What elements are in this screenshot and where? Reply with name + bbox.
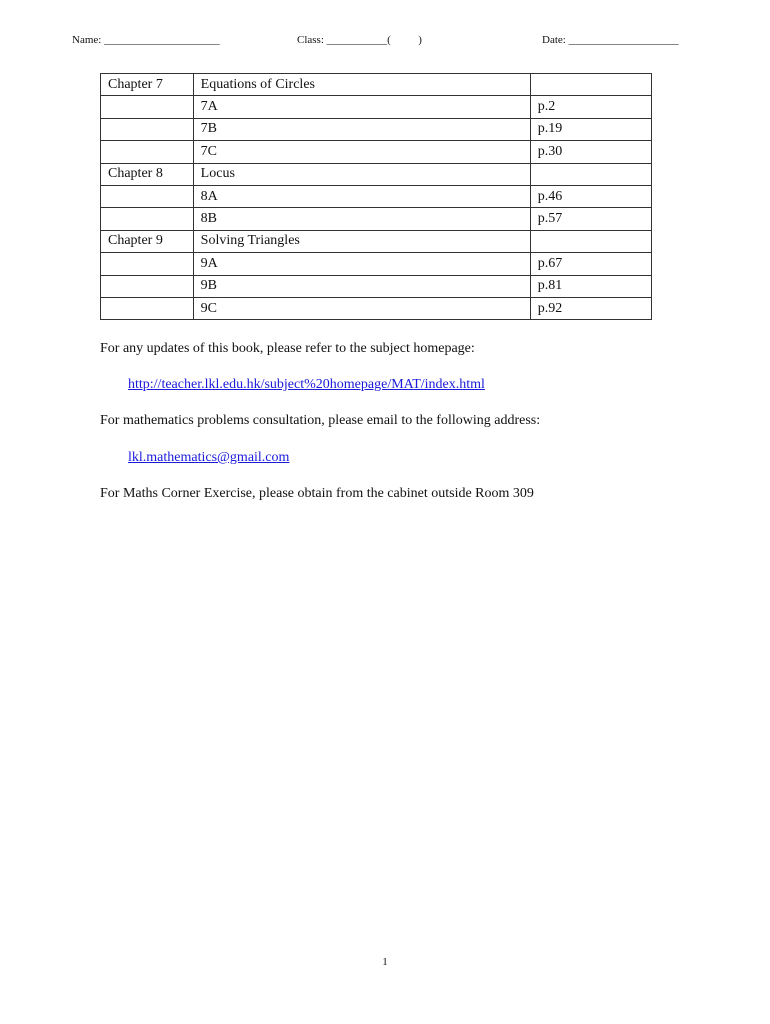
updates-note: For any updates of this book, please refer to the subject homepage: (100, 341, 475, 356)
topic-cell: 7C (193, 141, 530, 163)
table-row (101, 74, 652, 96)
page-cell (530, 74, 651, 96)
topic-cell: 8B (193, 208, 530, 230)
topic-cell: 9A (193, 253, 530, 275)
topic-cell: 7B (193, 118, 530, 140)
table-row (101, 118, 652, 140)
topic-cell: 9C (193, 297, 530, 319)
date-field-label: Date: ____________________ (542, 34, 679, 46)
table-row (101, 96, 652, 118)
subject-homepage-link[interactable]: http://teacher.lkl.edu.hk/subject%20homepage/MAT/index.html (128, 377, 485, 392)
page-cell (530, 230, 651, 252)
class-field-label: Class: ___________( ) (297, 34, 422, 46)
chapter-cell: Chapter 9 (101, 230, 194, 252)
page-header (0, 34, 770, 50)
page-cell (530, 163, 651, 185)
page-cell: p.30 (530, 141, 651, 163)
email-link[interactable]: lkl.mathematics@gmail.com (128, 450, 290, 465)
table-row (101, 208, 652, 230)
chapter-cell (101, 208, 194, 230)
table-row (101, 230, 652, 252)
topic-cell: Solving Triangles (193, 230, 530, 252)
table-row (101, 297, 652, 319)
page-cell: p.67 (530, 253, 651, 275)
chapter-cell (101, 118, 194, 140)
page-number: 1 (382, 956, 388, 968)
chapter-cell (101, 141, 194, 163)
chapter-cell (101, 275, 194, 297)
contents-table-body (101, 74, 652, 320)
table-row (101, 275, 652, 297)
chapter-cell (101, 185, 194, 207)
table-row (101, 163, 652, 185)
table-row (101, 141, 652, 163)
page-cell: p.57 (530, 208, 651, 230)
contents-table (100, 73, 652, 320)
page-cell: p.46 (530, 185, 651, 207)
name-field-label: Name: _____________________ (72, 34, 220, 46)
chapter-cell (101, 297, 194, 319)
table-row (101, 185, 652, 207)
topic-cell: 9B (193, 275, 530, 297)
topic-cell: Equations of Circles (193, 74, 530, 96)
maths-corner-note: For Maths Corner Exercise, please obtain from the cabinet outside Room 309 (100, 486, 534, 501)
page-cell: p.92 (530, 297, 651, 319)
chapter-cell: Chapter 8 (101, 163, 194, 185)
chapter-cell (101, 96, 194, 118)
chapter-cell (101, 253, 194, 275)
page-cell: p.81 (530, 275, 651, 297)
table-row (101, 253, 652, 275)
chapter-cell: Chapter 7 (101, 74, 194, 96)
topic-cell: 8A (193, 185, 530, 207)
page-cell: p.2 (530, 96, 651, 118)
topic-cell: 7A (193, 96, 530, 118)
consultation-note: For mathematics problems consultation, please email to the following address: (100, 413, 541, 428)
page-cell: p.19 (530, 118, 651, 140)
topic-cell: Locus (193, 163, 530, 185)
